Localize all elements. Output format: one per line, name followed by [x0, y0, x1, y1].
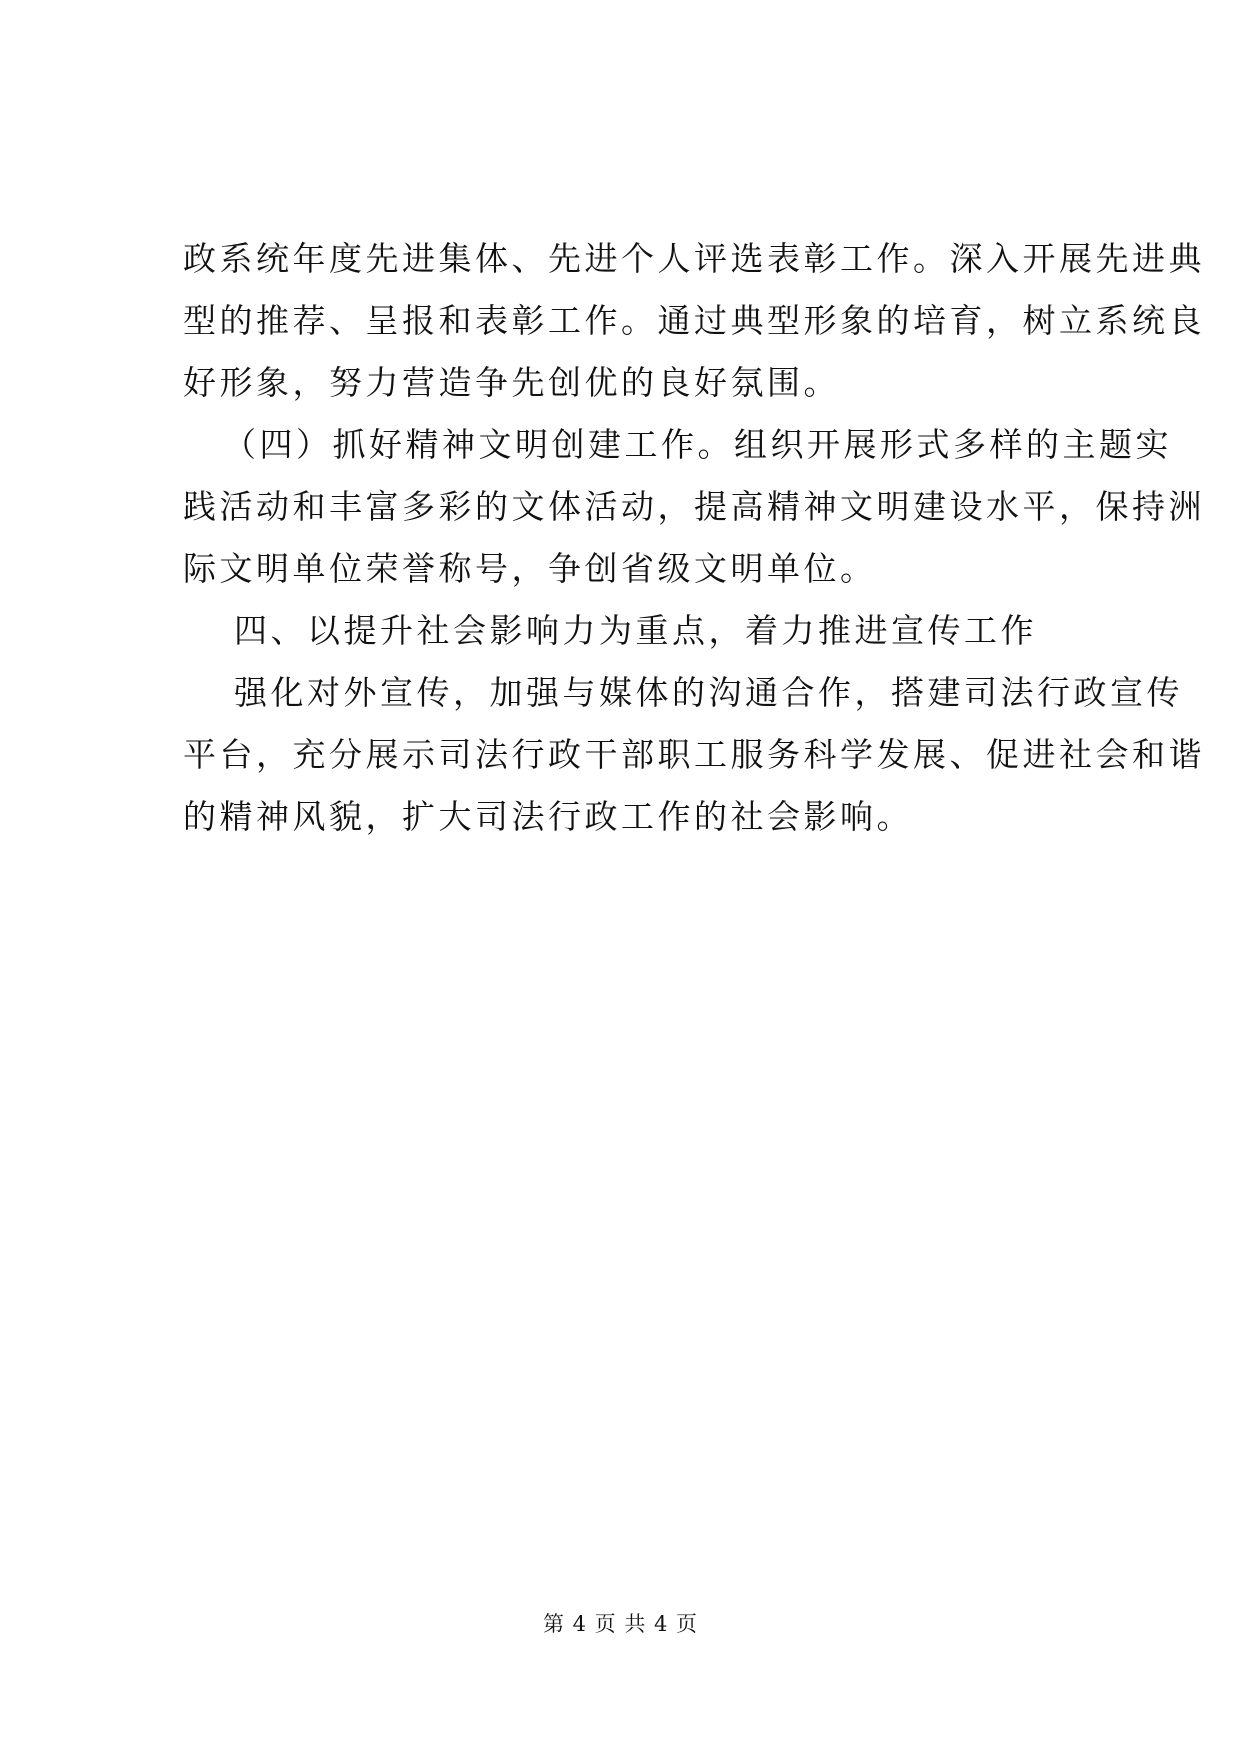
paragraph-line: （四）抓好精神文明创建工作。组织开展形式多样的主题实: [223, 425, 1172, 464]
page-number-footer: 第 4 页 共 4 页: [542, 1612, 699, 1636]
paragraph-line: 的精神风貌，扩大司法行政工作的社会影响。: [183, 797, 913, 836]
paragraph-line: 强化对外宣传，加强与媒体的沟通合作，搭建司法行政宣传: [234, 673, 1183, 712]
paragraph-line: 政系统年度先进集体、先进个人评选表彰工作。深入开展先进典: [183, 239, 1205, 278]
paragraph-line: 践活动和丰富多彩的文体活动，提高精神文明建设水平，保持洲: [183, 487, 1205, 526]
section-heading: 四、以提升社会影响力为重点，着力推进宣传工作: [234, 611, 1037, 650]
paragraph-line: 型的推荐、呈报和表彰工作。通过典型形象的培育，树立系统良: [183, 301, 1205, 340]
paragraph-line: 平台，充分展示司法行政干部职工服务科学发展、促进社会和谐: [183, 735, 1205, 774]
paragraph-line: 际文明单位荣誉称号，争创省级文明单位。: [183, 549, 877, 588]
paragraph-line: 好形象，努力营造争先创优的良好氛围。: [183, 363, 840, 402]
document-body: [183, 228, 1205, 848]
